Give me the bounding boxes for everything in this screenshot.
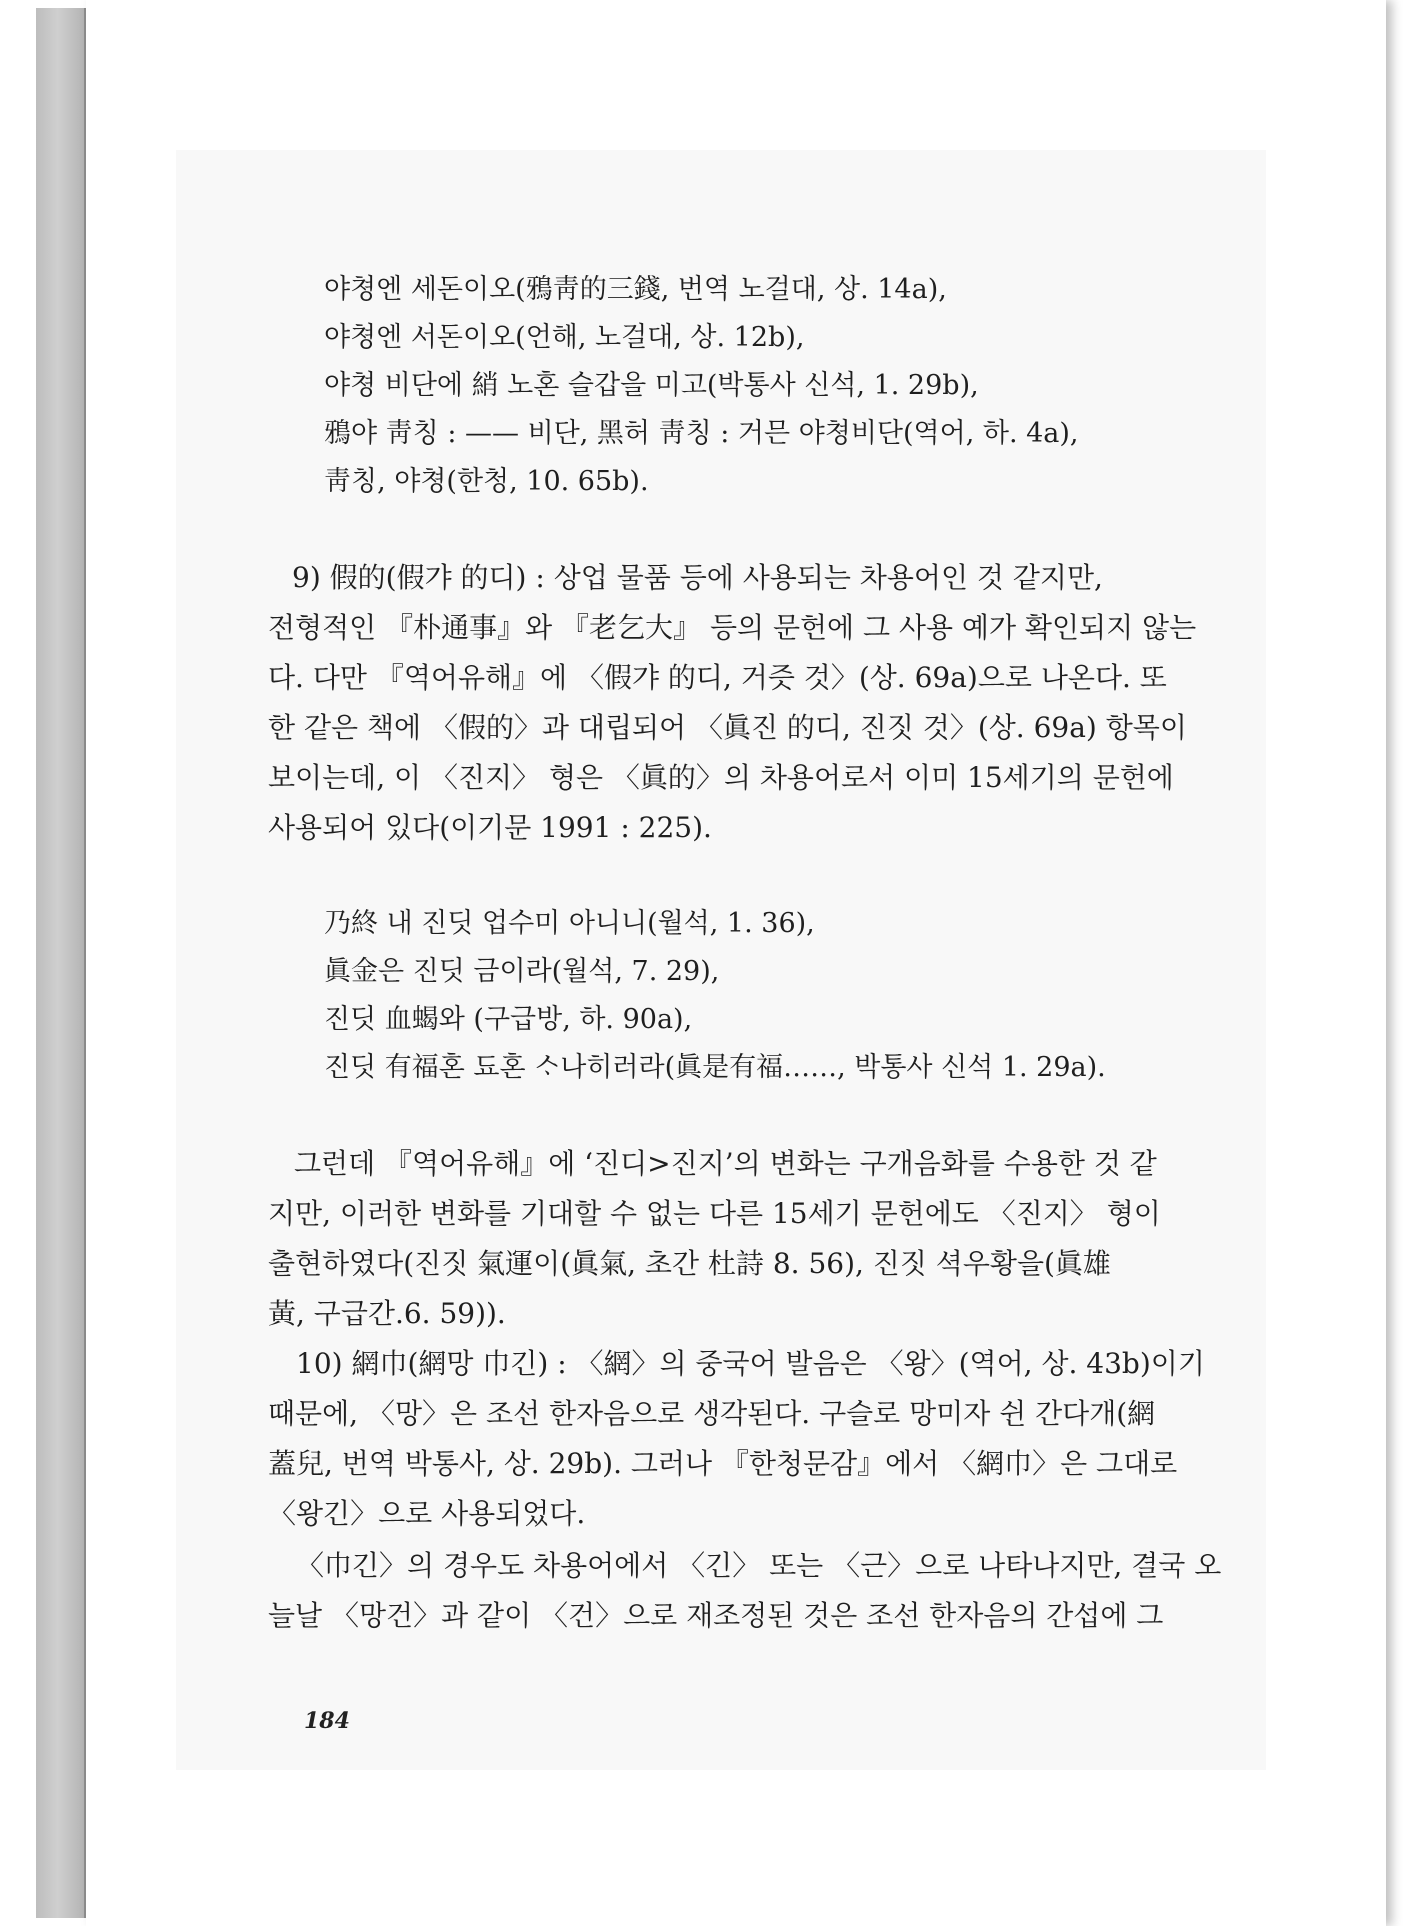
para-9-line-4: 한 같은 책에 〈假的〉과 대립되어 〈眞진 的디, 진짓 것〉(상. 69a) 항목이 [268,711,1187,744]
quote-1-line-4: 鴉야 靑칭 : —— 비단, 黑허 靑칭 : 거믄 야쳥비단(역어, 하. 4a), [324,418,1079,449]
para-9-line-6: 사용되어 있다(이기문 1991 : 225). [268,811,712,844]
quote-2-line-3: 진딧 血蝎와 (구급방, 하. 90a), [324,1004,693,1035]
quote-2-line-2: 眞金은 진딧 금이라(월석, 7. 29), [324,956,720,987]
quote-1-line-5: 靑칭, 야쳥(한청, 10. 65b). [324,466,649,497]
quote-1-line-2: 야쳥엔 서돈이오(언해, 노걸대, 상. 12b), [324,322,805,353]
para-10-line-1: 10) 網巾(網망 巾긴) : 〈網〉의 중국어 발음은 〈왕〉(역어, 상. 43b)이기 [296,1347,1205,1380]
para-9-line-3: 다. 다만 『역어유해』에 〈假갸 的디, 거즛 것〉(상. 69a)으로 나온다. 또 [268,661,1167,694]
para-10-line-3: 蓋兒, 번역 박통사, 상. 29b). 그러나 『한청문감』에서 〈網巾〉은 그대로 [268,1447,1178,1480]
para-after-line-2: 지만, 이러한 변화를 기대할 수 없는 다른 15세기 문헌에도 〈진지〉 형이 [268,1197,1161,1230]
para-9-line-1: 9) 假的(假갸 的디) : 상업 물품 등에 사용되는 차용어인 것 같지만, [292,561,1103,594]
page-number: 184 [304,1708,350,1734]
para-after-line-4: 黃, 구급간.6. 59)). [268,1297,506,1330]
para-last-line-2: 늘날 〈망건〉과 같이 〈건〉으로 재조정된 것은 조선 한자음의 간섭에 그 [268,1599,1164,1632]
para-9-line-2: 전형적인 『朴通事』와 『老乞大』 등의 문헌에 그 사용 예가 확인되지 않는 [268,611,1197,644]
para-9-line-5: 보이는데, 이 〈진지〉 형은 〈眞的〉의 차용어로서 이미 15세기의 문헌에 [268,761,1174,794]
para-after-line-3: 출현하였다(진짓 氣運이(眞氣, 초간 杜詩 8. 56), 진짓 셕우황을(眞雄 [268,1247,1111,1280]
para-10-line-2: 때문에, 〈망〉은 조선 한자음으로 생각된다. 구슬로 망미자 쉰 간다개(網 [268,1397,1156,1430]
quote-1-line-1: 야쳥엔 세돈이오(鴉靑的三錢, 번역 노걸대, 상. 14a), [324,274,947,305]
book-spine [36,8,84,1918]
para-10-line-4: 〈왕긴〉으로 사용되었다. [268,1497,586,1530]
quote-2-line-4: 진딧 有福혼 됴혼 ᄉᆞ나히러라(眞是有福……, 박통사 신석 1. 29a). [324,1052,1106,1083]
para-after-line-1: 그런데 『역어유해』에 ‘진디>진지’의 변화는 구개음화를 수용한 것 같 [294,1147,1157,1180]
quote-1-line-3: 야쳥 비단에 綃 노혼 슬갑을 미고(박통사 신석, 1. 29b), [324,370,979,401]
quote-2-line-1: 乃終 내 진딧 업수미 아니니(월석, 1. 36), [324,908,815,939]
para-last-line-1: 〈巾긴〉의 경우도 차용어에서 〈긴〉 또는 〈근〉으로 나타나지만, 결국 오 [296,1549,1222,1582]
